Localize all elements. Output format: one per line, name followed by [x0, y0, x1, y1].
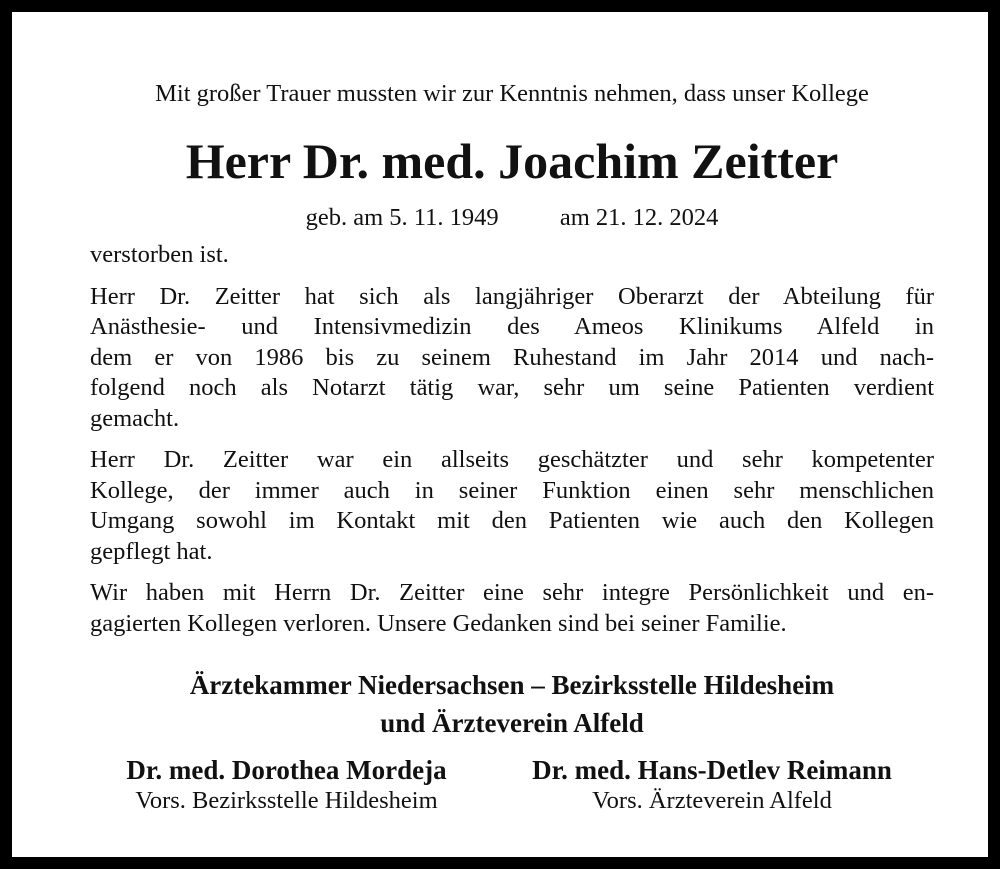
text-line: dem er von 1986 bis zu seinem Ruhestand im Jahr 2014 und nach-	[90, 343, 934, 371]
organization	[52, 666, 972, 742]
signatory-role: Vors. Bezirksstelle Hildesheim	[135, 787, 438, 814]
paragraph	[90, 240, 934, 271]
text-line: Kollege, der immer auch in seiner Funktion einen sehr menschlichen	[90, 476, 934, 504]
paragraph	[90, 445, 934, 567]
birth-date: geb. am 5. 11. 1949	[305, 204, 499, 231]
paragraph	[90, 578, 934, 639]
organization-line: Ärztekammer Niedersachsen – Bezirksstelle Hildesheim	[189, 670, 835, 700]
signatory-role: Vors. Ärzteverein Alfeld	[592, 787, 832, 814]
text-line: Wir haben mit Herrn Dr. Zeitter eine sehr integre Persönlichkeit und en-	[90, 579, 934, 606]
text-line: gagierten Kollegen verloren. Unsere Gedanken sind bei seiner Familie.	[90, 609, 787, 637]
deceased-name: Herr Dr. med. Joachim Zeitter	[185, 133, 839, 189]
text-line: folgend noch als Notarzt tätig war, sehr um seine Patienten verdient	[90, 374, 934, 401]
obituary-body	[90, 240, 934, 650]
text-line: Herr Dr. Zeitter hat sich als langjähriger Oberarzt der Abteilung für	[90, 282, 934, 310]
text-line: Umgang sowohl im Kontakt mit den Patienten wie auch den Kollegen	[90, 507, 934, 534]
dates-line	[12, 204, 1000, 232]
signatory-name: Dr. med. Dorothea Mordeja	[126, 755, 447, 785]
signatory-left	[94, 754, 479, 816]
signatory-right	[492, 754, 932, 816]
organization-line: und Ärzteverein Alfeld	[380, 708, 644, 738]
text-line: Herr Dr. Zeitter war ein allseits geschätzter und sehr kompetenter	[90, 446, 934, 473]
text-line: gepflegt hat.	[90, 537, 213, 565]
text-line: Anästhesie- und Intensivmedizin des Ameos Klinikums Alfeld in	[90, 313, 934, 340]
text-line: gemacht.	[90, 404, 180, 432]
intro-text: Mit großer Trauer mussten wir zur Kenntnis nehmen, dass unser Kollege	[155, 80, 869, 107]
signatory-name: Dr. med. Hans-Detlev Reimann	[532, 755, 892, 785]
paragraph	[90, 282, 934, 435]
death-date: am 21. 12. 2024	[559, 204, 719, 231]
text-line: verstorben ist.	[90, 241, 229, 268]
